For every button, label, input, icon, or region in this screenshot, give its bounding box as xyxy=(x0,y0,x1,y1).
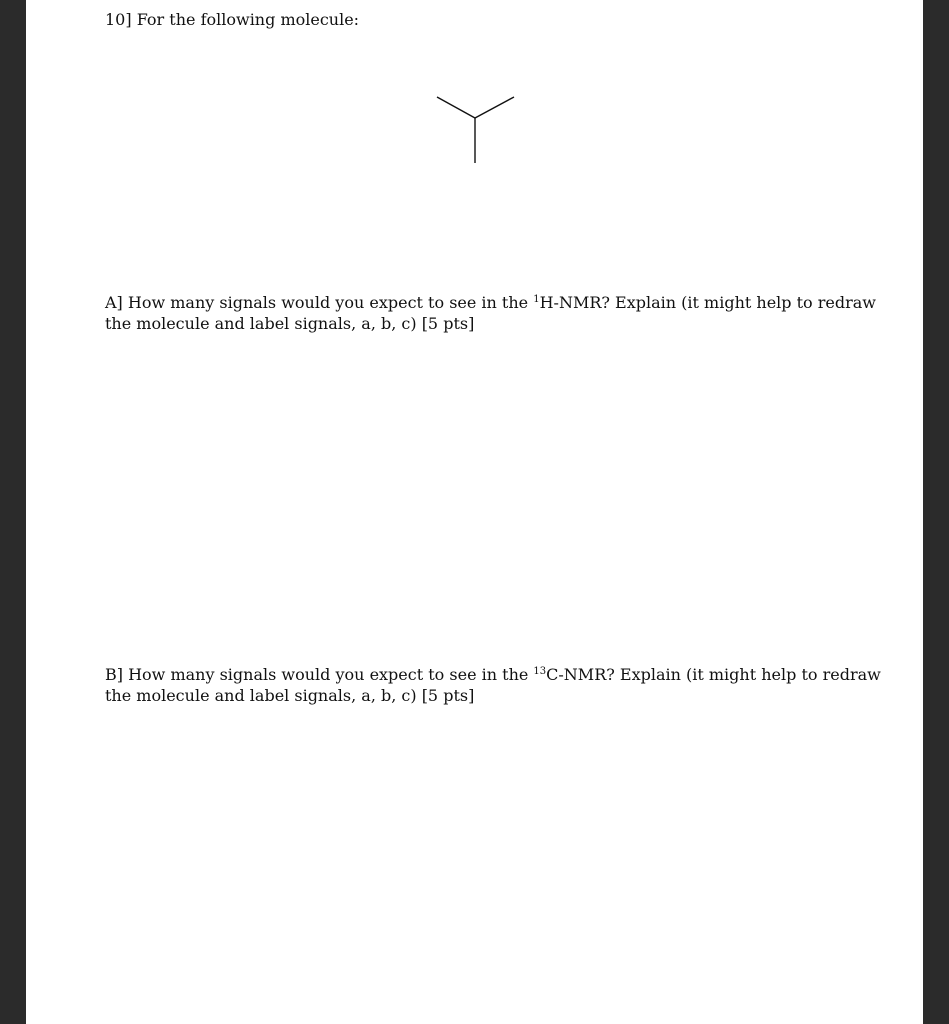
right-bond xyxy=(475,97,514,118)
part-b-question xyxy=(105,664,881,706)
left-bond xyxy=(437,97,475,118)
part-a-isotope-mass: 1 xyxy=(533,294,540,305)
part-b-line-1: B] How many signals would you expect to see in the $^{13}$C-NMR? Explain (it might help to redraw xyxy=(105,665,881,684)
question-title: 10] For the following molecule: xyxy=(105,10,360,29)
part-a-question xyxy=(105,292,876,334)
part-a-line-2: the molecule and label signals, a, b, c) [5 pts] xyxy=(105,314,475,333)
isobutane-skeletal-structure-icon xyxy=(431,90,521,170)
part-b-isotope-mass: 13 xyxy=(533,666,547,677)
document-page xyxy=(26,0,923,1024)
part-b-line-2: the molecule and label signals, a, b, c) [5 pts] xyxy=(105,686,475,705)
part-a-line-1: A] How many signals would you expect to see in the $^1$H-NMR? Explain (it might help to redraw xyxy=(105,293,876,312)
